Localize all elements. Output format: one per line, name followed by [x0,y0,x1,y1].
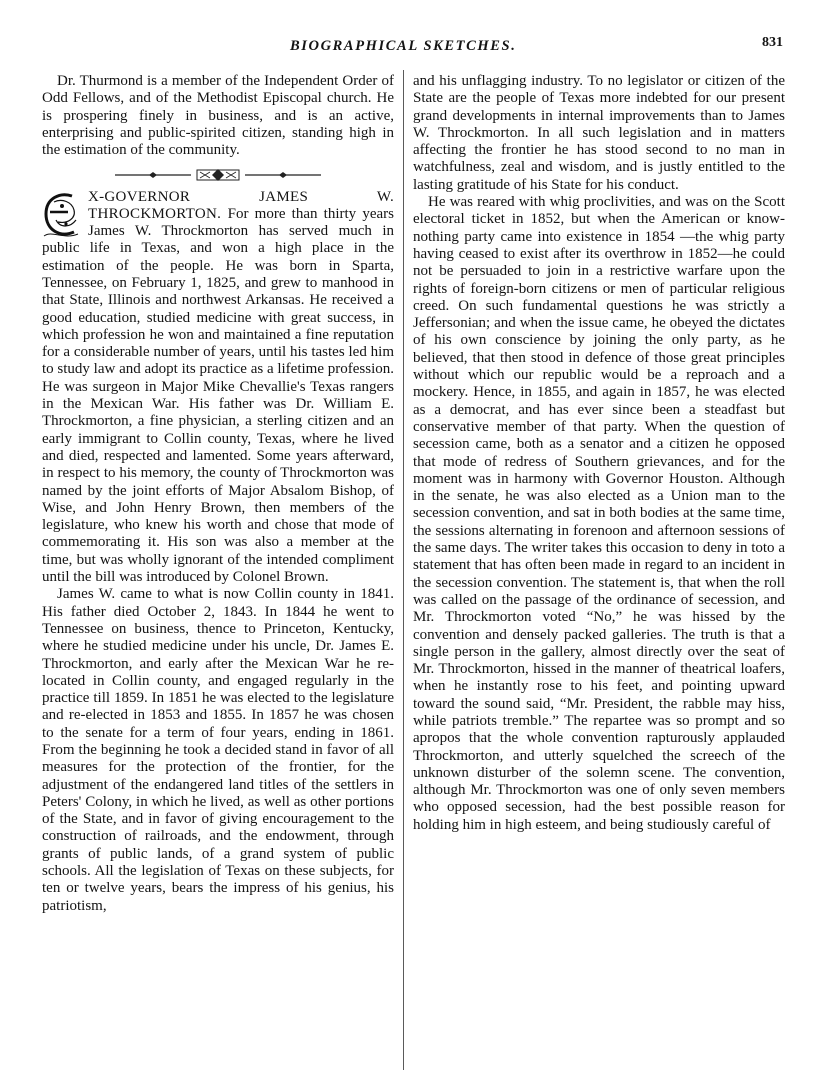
politics-paragraph: He was reared with whig proclivities, and was on the Scott electoral ticket in 1852, but when the American or know-nothing party came into existence in 1854 —the whig party having ceased to exist after its overthrow in 1852—he could not be persuaded to join in a restrictive warfare upon the rights of foreign-born citizens or men of particular religious creed. On such fundamental questions he was strictly a Jeffersonian; and when the issue came, he obeyed the dictates of his own conscience by joining the only party, as he believed, that then stood in defence of those great principles without which our republic would be a reproach and a mockery. Hence, in 1855, and again in 1857, he was elected as a democrat, and has ever since been a steadfast but conservative member of that party. When the question of secession came, both as a senator and a citizen he opposed that mode of redress of Southern grievances, and for the moment was in harmony with Governor Houston. Although in the senate, he was also elected as a Union man to the secession convention, and sat in both bodies at the same time, the sessions alternating in forenoon and afternoon sessions of the same days. The writer takes this occasion to deny in toto a statement that has often been made in regard to an incident in the secession convention. The statement is, that when the roll was called on the passage of the ordinance of secession, and Mr. Throckmorton voted “No,” he was hissed by the convention and densely packed galleries. The truth is that a single person in the gallery, almost directly over the seat of Mr. Throckmorton, hissed in the manner of theatrical loafers, when he instantly rose to his feet, and pointing upward toward the sound said, “Mr. President, the rabble may hiss, while patriots tremble.” The repartee was so prompt and so apropos that the whole convention rapturously applauded Throckmorton, and utterly squelched the screech of the unknown disturber of the solemn scene. The convention, although Mr. Throckmorton was one of only seven members who opposed secession, had the best possible reason for holding him in high esteem, and being studiously careful of [413,194,785,833]
left-column [42,73,394,915]
ornament-rule-icon [113,168,323,182]
decorative-initial-e [42,190,82,240]
running-title: BIOGRAPHICAL SKETCHES. [290,38,517,54]
continued-paragraph: and his unflagging industry. To no legislator or citizen of the State are the people of Texas more indebted for our present grand developments in internal improvements than to James W. Throckmorton. In all such legislation and in matters affecting the frontier he has stood second to no man in watchfulness, zeal and wisdom, and is justly entitled to the lasting gratitude of his State for his conduct. [413,73,785,193]
ornamental-initial-icon [42,190,82,240]
throckmorton-career-paragraph: James W. came to what is now Collin county in 1841. His father died October 2, 1843. In 1844 he went to Tennessee on business, thence to Princeton, Kentucky, where he studied medicine under his uncle, Dr. James E. Throckmorton, and early after the Mexican War he re-located in Collin county, and engaged regularly in the practice till 1859. In 1851 he was elected to the legislature and re-elected in 1853 and 1855. In 1857 he was chosen to the senate for a term of four years, ending in 1861. From the beginning he took a decided stand in favor of all measures for the protection of the frontier, for the adjustment of the endangered land titles of the settlers in Peters' Colony, in which he lived, as well as other portions of the State, and in favor of giving encouragement to the construction of railroads, and the endowment, through grants of public lands, of a grand system of public schools. All the legislation of Texas on these subjects, for ten or twelve years, bears the impress of his genius, his patriotism, [42,586,394,914]
throckmorton-intro-text: For more than thirty years James W. Throckmorton has served much in public life in Texas, and won a high place in the estimation of the people. He was born in Sparta, Tennessee, on February 1, 1825, and grew to manhood in that State, Illinois and northwest Arkansas. He received a good education, studied medicine with great success, in which profession he won and maintained a fine reputation for a considerable number of years, until his tastes led him to study law and adopt its practice as a lifetime profession. He was surgeon in Major Mike Chevallie's Texas rangers in the Mexican War. His father was Dr. William E. Throckmorton, a fine physician, a sterling citizen and an early immigrant to Collin county, Texas, where he lived and died, respected and lamented. Some years afterward, in respect to his memory, the county of Throckmorton was named by the joint efforts of Major Absalom Bishop, of Wise, and John Henry Brown, then members of the legislature, who knew his worth and chose that mode of commemorating it. His son was also a member at the time, but was wholly ignorant of the intended compliment until the bill was introduced by Colonel Brown. [42,205,394,586]
throckmorton-opening-paragraph [42,189,394,587]
page-number: 831 [762,35,783,50]
thurmond-paragraph: Dr. Thurmond is a member of the Independent Order of Odd Fellows, and of the Methodist Episcopal church. He is prospering finely in business, and is an active, enterprising and public-spirited citizen, standing high in the estimation of the community. [42,73,394,159]
sketch-heading: X-GOVERNOR JAMES W. THROCKMORTON. [88,188,394,222]
column-divider [403,70,404,1070]
section-ornament [42,165,394,181]
right-column [413,73,785,834]
running-head [0,35,815,58]
